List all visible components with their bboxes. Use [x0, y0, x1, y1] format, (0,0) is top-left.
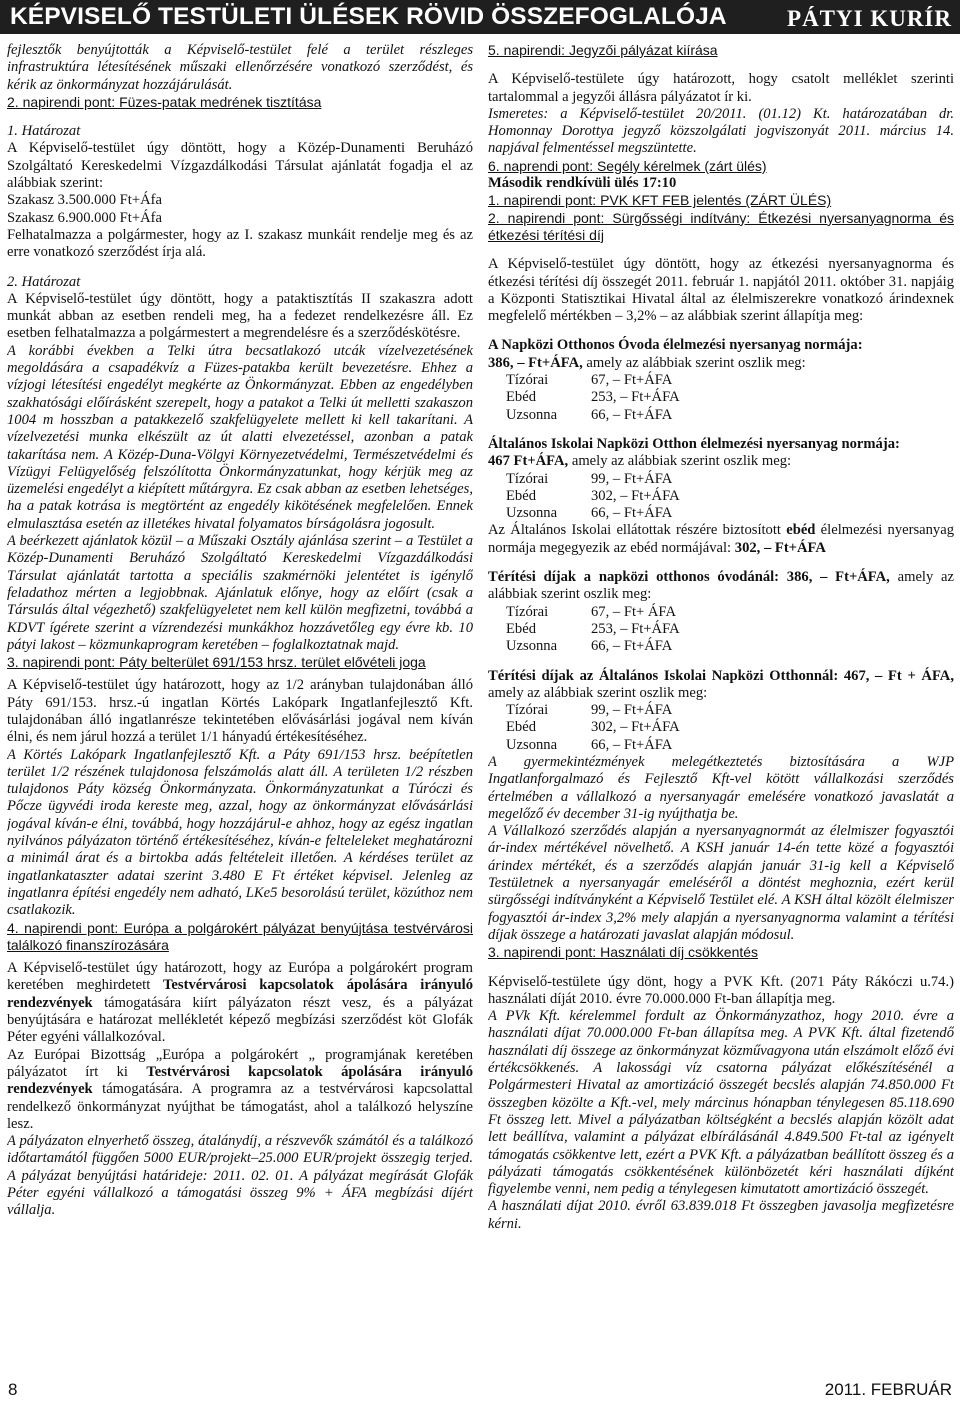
- agenda-4-p2-b: Testvérvárosi kapcsolatok ápolására irányuló rendezvények: [7, 1063, 473, 1098]
- page-header: [0, 0, 960, 34]
- session2-agenda-2-background: A gyermekintézmények melegétkeztetés biztosítására a WJP Ingatlanforgalmazó és Fejlesztő Kft-vel kötött vállalkozási szerződés értelmében a vállalkozó a nyersanyagár emelésére vonatkozó javaslatát a megelőző év december 31-ig nyújthatja be.: [488, 753, 954, 822]
- agenda-4-p1-b: Testvérvárosi kapcsolatok ápolására irányuló rendezvények: [7, 977, 473, 1011]
- resolution-2-background: A korábbi években a Telki útra becsatlakozó utcák vízelvezetésének megoldására a csapadékvíz a Füzes-patakba került bevezetésre. Ehhez a vízjogi létesítési engedélyt megkérte az Önkormányzat. Ebben az engedélyben szakhatósági előírásként szerepelt, hogy a patakot a Telki út melletti szakaszon 1004 m hosszban a patakkezelő szakfelügyelete mellett ki kell takarítani. A vízelvezetési munka elkészült az út alatti elvezetéssel, azonban a patak takarítása nem. A Közép-Duna-Völgyi Környezetvédelmi, Természetvédelmi és Vízügyi Felügyelőség felszólította Önkormányzatunkat, hogy kérjük meg az üzemelési engedélyt a kiépített műtárgyra. Ez csak abban az esetben lehetséges, ha a patak kotrása is megtörtént az engedély kikötésének megfelelően. Ennek elmulasztása esetén az illetékes hivatal folyamatos bírságolásra jogosult.: [7, 342, 473, 532]
- agenda-4-p2-c: támogatására. A programra az a testvérvárosi kapcsolattal rendelkező önkormányzat nyújthat be támogatást, ahol a találkozó helyszíne lesz.: [7, 1081, 473, 1132]
- school-fee-title: Térítési díjak az Általános Iskolai Napközi Otthonnál: 467, – Ft + ÁFA,: [488, 667, 954, 684]
- agenda-4-p1-a: A Képviselő-testület úgy határozott, hogy az Európa a polgárokért program keretében meghirdetett: [7, 960, 473, 994]
- right-column: [488, 42, 954, 1372]
- agenda-4-paragraph-2: [7, 1047, 473, 1133]
- brand-logo: PÁTYI KURÍR: [787, 6, 952, 31]
- price-label: Tízórai: [506, 470, 549, 487]
- session2-agenda-3-background: A PVk Kft. kérelemmel fordult az Önkormányzathoz, hogy 2010. évre a használati díjat 70.000.000 Ft-ban állapítsa meg. A PVK Kft. által fizetendő használati díj összege az önkormányzat közművagyona után elszámolt előző évi értékcsökkenés. A lakossági víz csatorna pályázat előkészítésénél a Polgármesteri Hivatal az amortizáció összegét becslés alapján 74.850.000 Ft összegben közölte a Kft.-vel, mely márcinus hónapban ténylegesen 85.118.690 Ft összeg lett. Mivel a pályázatban költségként a becslés alapján közölt adat lett beállítva, valamint a pályázat elbírálásánál 4.849.500 Ft-tal az igényelt támogatás csökkentve lett, ezért a PVK Kft. a pályázatban beállított összeg és a pályázati támogatás csökkentésének különbözetét kéri használati díjként figyelembe venni, nem pedig a ténylegesen kimutatott amortizáció összegét.: [488, 1008, 954, 1198]
- price-value: 66, – Ft+ÁFA: [591, 638, 673, 655]
- price-row: [488, 638, 954, 655]
- agenda-4-title: 4. napirendi pont: Európa a polgárokért pályázat benyújtása testvérvárosi találkozó finanszírozására: [7, 919, 473, 953]
- agenda-5-title: 5. napirendi: Jegyzői pályázat kiírása: [488, 42, 718, 58]
- second-session-title: Második rendkívüli ülés 17:10: [488, 175, 677, 192]
- school-norm-sum: [488, 453, 954, 470]
- resolution-1-text2: Felhatalmazza a polgármester, hogy az I. szakasz munkáit rendelje meg és az erre vonatkozó szerződést írja alá.: [7, 226, 473, 261]
- school-norm-amount: 467 Ft+ÁFA,: [488, 453, 569, 470]
- page-number: 8: [8, 1380, 18, 1399]
- kindergarten-fee-title: Térítési díjak a napközi otthonos óvodánál: 386, – Ft+ÁFA,: [488, 569, 890, 586]
- resolution-2-background2: A beérkezett ajánlatok közül – a Műszaki Osztály ajánlása szerint – a Testület a Közép-Dunamenti Beruházó Szolgáltató Kereskedelmi Vízgazdálkodási Társulat ajánlatát tartotta a speciális szakmérnöki jelentétet is igénylő feladathoz mérten a legjobbnak. Ajánlatuk előnye, hogy az előírt (csak a Társulás által végezhető) szakfelügyeletet nem kell külön megfizetni, továbbá a KDVT ígérete szerint a vízrendezési munkákhoz hozzávetőleg egy évre kb. 10 pátyi lakost – közmunkaprogram keretében – foglalkoztatnak majd.: [7, 533, 473, 653]
- price-row: [488, 737, 954, 754]
- price-label: Uzsonna: [506, 505, 558, 522]
- agenda-4-background: A pályázaton elnyerhető összeg, átalánydíj, a részvevők számától és a találkozó időtartamától függően 5000 EUR/projekt–25.000 EUR/projekt összegig terjed. A pályázat benyújtási határideje: 2011. 02. 01. A pályázat megírását Glofák Péter egyéni vállalkozó a támogatási összeg 9% + ÁFA megbízási díjért vállalja.: [7, 1133, 473, 1219]
- price-value: 67, – Ft+ÁFA: [591, 372, 673, 389]
- resolution-2-text: A Képviselő-testület úgy döntött, hogy a pataktisztítás II szakaszra adott munkát abban az esetben rendeli meg, ha a fedezet rendelkezésre áll. Ez esetben felhatalmazza a polgármestert a megrendelésre és a szerződéskötésre.: [7, 290, 473, 342]
- school-norm-list: [488, 471, 954, 523]
- kindergarten-norm-list: [488, 372, 954, 424]
- price-value: 99, – Ft+ÁFA: [591, 702, 673, 719]
- price-label: Tízórai: [506, 603, 549, 620]
- agenda-5-background: Ismeretes: a Képviselő-testület 20/2011. (01.12) Kt. határozatában dr. Homonnay Dorottya jegyző közszolgálati jogviszonyát 2011. március 14. napjával felmentéssel megszüntette.: [488, 105, 954, 157]
- price-value: 66, – Ft+ÁFA: [591, 406, 673, 423]
- kindergarten-norm-desc: amely az alábbiak szerint oszlik meg:: [582, 354, 806, 371]
- price-row: [488, 604, 954, 621]
- session2-agenda-3-text: Képviselő-testülete úgy dönt, hogy a PVK Kft. (2071 Páty Rákóczi u.74.) használati díját 2010. évre 70.000.000 Ft-ban állapítja meg.: [488, 973, 954, 1007]
- agenda-4-p1-c: támogatására kiírt pályázaton részt vesz, és a pályázat benyújtására e határozat mellékletét képező megbízási szerződést köt Glofák Péter egyéni vállalkozóval.: [7, 994, 473, 1046]
- school-fee-heading: [488, 668, 954, 703]
- price-label: Tízórai: [506, 702, 549, 719]
- resolution-1-text: A Képviselő-testület úgy döntött, hogy a Közép-Dunamenti Beruházó Szolgáltató Kereskedelmi Vízgazdálkodási Társulat ajánlatát fogadja el az alábbiak szerint:: [7, 140, 473, 192]
- left-column: [7, 42, 473, 1372]
- agenda-2-title: 2. napirendi pont: Füzes-patak medrének tisztítása: [7, 93, 322, 110]
- price-label: Ebéd: [506, 487, 536, 504]
- kindergarten-norm-title: A Napközi Otthonos Óvoda élelmezési nyersanyag normája:: [488, 337, 863, 354]
- price-value: 253, – Ft+ÁFA: [591, 620, 680, 637]
- resolution-2-label: 2. Határozat: [7, 273, 81, 290]
- price-row: [488, 702, 954, 719]
- resolution-1-line1: Szakasz 3.500.000 Ft+Áfa: [7, 192, 162, 209]
- price-row: [488, 407, 954, 424]
- kindergarten-norm-sum: [488, 355, 954, 372]
- school-note-a: Az Általános Iskolai ellátottak részére biztosított: [488, 522, 787, 539]
- price-row: [488, 505, 954, 522]
- session2-agenda-1-title: 1. napirendi pont: PVK KFT FEB jelentés (ZÁRT ÜLÉS): [488, 192, 832, 209]
- price-value: 99, – Ft+ÁFA: [591, 470, 673, 487]
- agenda-3-title: 3. napirendi pont: Páty belterület 691/153 hrsz. terület elővételi joga: [7, 654, 426, 671]
- school-norm-desc: amely az alábbiak szerint oszlik meg:: [568, 453, 792, 470]
- agenda-4-paragraph-1: [7, 960, 473, 1046]
- price-value: 302, – Ft+ÁFA: [591, 487, 680, 504]
- price-row: [488, 389, 954, 406]
- issue-date: 2011. FEBRUÁR: [824, 1380, 952, 1399]
- kindergarten-fee-heading: [488, 569, 954, 604]
- session2-agenda-2-title: 2. napirendi pont: Sürgősségi indítvány: Étkezési nyersanyagnorma és étkezési térítési díj: [488, 209, 954, 243]
- agenda-3-background: A Körtés Lakópark Ingatlanfejlesztő Kft. a Páty 691/153 hrsz. beépítetlen terület 1/2 részének tulajdonosa felszámolás alatt áll. A területen 1/2 részben tulajdonos Páty község Önkormányzata. Önkormányzatunkat a Túróczi és Pőcze ügyvédi iroda kereste meg, azzal, hogy az önkormányzat elővásárlási jogával kíván-e élni, továbbá, hogy hozzájárul-e ahhoz, hogy az egész ingatlan nyilvános pályázaton történő értékesítéséhez, kíván-e felteleleket meghatározni a minimál árat és a birtokba adás feltételeit illetően. A kérdéses terület az ingatlankataszter adatai szerint 3.480 E Ft értéket képvisel. Jelenleg az ingatlanra építési engedély nem adható, LKe5 besorolású terület, közúthoz nem csatlakozik.: [7, 746, 473, 919]
- price-label: Tízórai: [506, 372, 549, 389]
- resolution-1-label: 1. Határozat: [7, 123, 81, 140]
- agenda-3-text: A Képviselő-testület úgy határozott, hogy az 1/2 arányban tulajdonában álló Páty 691/153. hrsz.-ú ingatlan Körtés Lakópark Ingatlanfejlesztő Kft. tulajdonában álló ingatlanrésze tekintetében elővásárlási jogával nem kíván élni, és nem járul hozzá a terület 1/1 hányadú értékesítéséhez.: [7, 677, 473, 746]
- price-label: Uzsonna: [506, 638, 558, 655]
- price-row: [488, 488, 954, 505]
- price-label: Uzsonna: [506, 406, 558, 423]
- session2-agenda-2-text: A Képviselő-testület úgy döntött, hogy az étkezési nyersanyagnorma és étkezési térítési díj összegét 2011. február 1. napjától 2011. október 31. napjáig a Központi Statisztikai Hivatal által az élelmiszerekre vonatkozó árindexnek megfelelő mértékben – 3,2% – az alábbiak szerint állapítja meg:: [488, 256, 954, 325]
- agenda-5-text: A Képviselő-testülete úgy határozott, hogy csatolt melléklet szerinti tartalommal a jegyzői állásra pályázatot ír ki.: [488, 71, 954, 105]
- school-fee-desc: amely az alábbiak szerint oszlik meg:: [488, 684, 708, 701]
- price-value: 66, – Ft+ÁFA: [591, 736, 673, 753]
- session2-agenda-3-title: 3. napirendi pont: Használati díj csökkentés: [488, 944, 759, 961]
- session2-agenda-3-background2: A használati díjat 2010. évről 63.839.018 Ft összegben javasolja megfizetésre kérni.: [488, 1198, 954, 1232]
- price-label: Uzsonna: [506, 736, 558, 753]
- school-note-b: ebéd: [786, 522, 816, 539]
- price-value: 302, – Ft+ÁFA: [591, 719, 680, 736]
- price-value: 66, – Ft+ÁFA: [591, 505, 673, 522]
- price-row: [488, 621, 954, 638]
- price-row: [488, 719, 954, 736]
- kindergarten-fee-list: [488, 604, 954, 656]
- agenda-6-title: 6. naprendi pont: Segély kérelmek (zárt ülés): [488, 157, 767, 174]
- kindergarten-fee-desc: amely az alábbiak szerint oszlik meg:: [488, 569, 954, 603]
- kindergarten-norm-amount: 386, – Ft+ÁFA,: [488, 354, 583, 371]
- price-label: Ebéd: [506, 719, 536, 736]
- school-lunch-note: [488, 522, 954, 557]
- intro-paragraph: fejlesztők benyújtották a Képviselő-testület felé a terület részleges infrastruktúra létesítésének műszaki ellenőrzésére vonatkozó szerződést, és kérik az önkormányzat hozzájárulását.: [7, 42, 473, 93]
- price-value: 253, – Ft+ÁFA: [591, 389, 680, 406]
- price-label: Ebéd: [506, 620, 536, 637]
- resolution-1-line2: Szakasz 6.900.000 Ft+Áfa: [7, 209, 162, 226]
- price-row: [488, 471, 954, 488]
- school-fee-list: [488, 702, 954, 754]
- school-note-c: élelmezési nyersanyag normája megegyezik az ebéd normájával:: [488, 522, 954, 556]
- school-note-d: 302, – Ft+ÁFA: [734, 539, 826, 556]
- header-title: KÉPVISELŐ TESTÜLETI ÜLÉSEK RÖVID ÖSSZEFOGLALÓJA: [10, 3, 727, 30]
- school-norm-title: Általános Iskolai Napközi Otthon élelmezési nyersanyag normája:: [488, 435, 900, 452]
- price-value: 67, – Ft+ ÁFA: [591, 603, 676, 620]
- agenda-4-p2-a: Az Európai Bizottság „Európa a polgárokért „ programjának keretében pályázatot írt ki: [7, 1046, 473, 1080]
- price-row: [488, 372, 954, 389]
- session2-agenda-2-background2: A Vállalkozó szerződés alapján a nyersanyagnormát az élelmiszer fogyasztói ár-index mértékével növelhető. A KSH január 14-én tette közé a fogyasztói árindex mértékét, és a szerződés alapján január 31-ig kell a Képviselő Testületnek a nyersanyagár emeléséről a döntést meghoznia, ezért kerül sürgősségi indítványként a Képviselő Testület elé. A KSH által közölt élelmiszer fogyasztói ár-index 3,2% mely alapján a nyersanyagnorma valamint a térítési díjak összege a határozati javaslat alapján módosul.: [488, 823, 954, 943]
- price-label: Ebéd: [506, 389, 536, 406]
